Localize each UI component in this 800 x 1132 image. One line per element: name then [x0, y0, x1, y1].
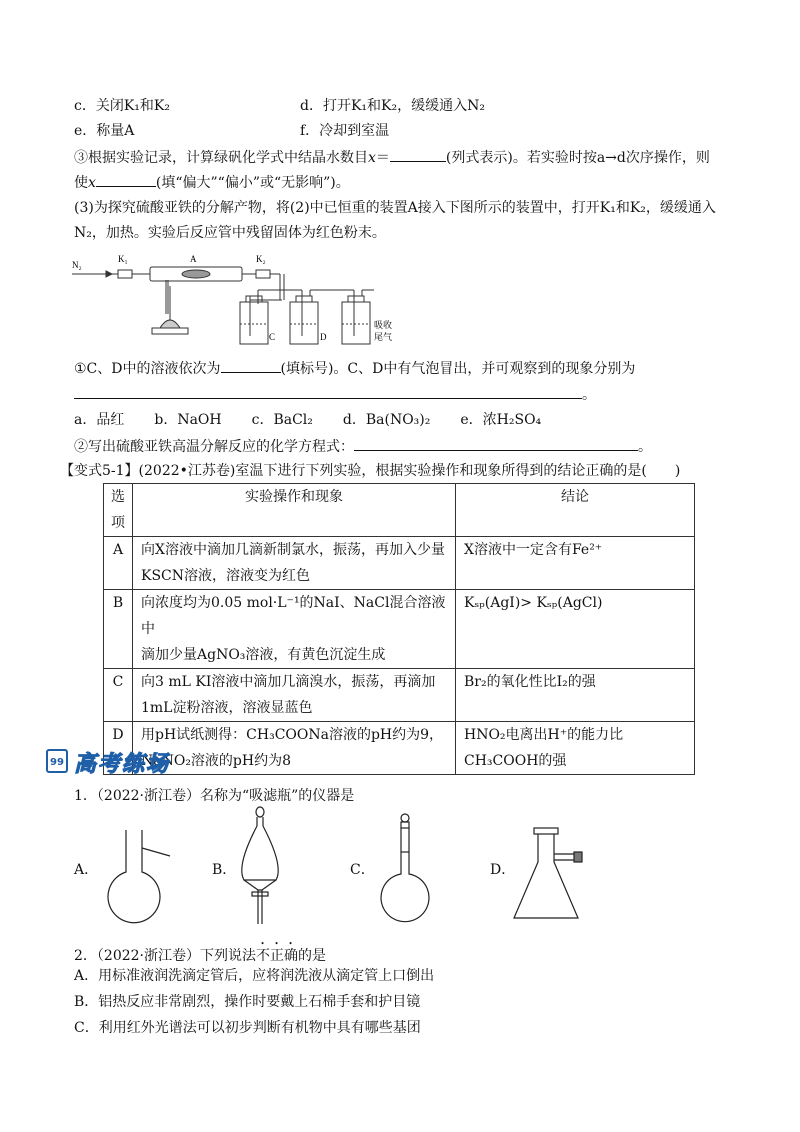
text: ＝ — [375, 150, 390, 166]
row-operation — [133, 590, 456, 669]
question-1: 1．（2022·浙江卷）名称为“吸滤瓶”的仪器是 — [74, 788, 355, 804]
var-x: x — [88, 175, 96, 191]
text: 的是 — [298, 948, 326, 964]
option-f: f．冷却到室温 — [300, 123, 390, 139]
row-conclusion — [456, 537, 695, 590]
icon-text: 99 — [50, 757, 64, 768]
option-c: c．关闭K₁和K₂ — [74, 98, 170, 114]
q1-option-d: D． — [490, 862, 516, 878]
q2-option-c: C．利用红外光谱法可以初步判断有机物中具有哪些基团 — [74, 1020, 421, 1036]
question-crystal-water-2 — [74, 172, 350, 193]
text: NaNO₂溶液的pH约为8 — [141, 753, 292, 769]
var-x: x — [368, 150, 376, 166]
q2-option-a: A．用标准液润洗滴定管后，应将润洗液从滴定管上口倒出 — [74, 968, 435, 984]
text: HNO₂电离出H⁺的能力比 — [464, 727, 624, 743]
reagent-a: a．品红 — [74, 412, 125, 428]
table-row — [104, 669, 695, 722]
reagent-d: d．Ba(NO₃)₂ — [342, 412, 431, 428]
text: KSCN溶液，溶液变为红色 — [141, 568, 311, 584]
valve-k1 — [118, 270, 132, 278]
valve-k2 — [256, 270, 270, 278]
separatory-funnel-icon — [230, 806, 290, 928]
row-option: B — [104, 590, 133, 669]
text: Br₂的氧化性比I₂的强 — [464, 674, 596, 690]
q2-option-b: B．铝热反应非常剧烈，操作时要戴上石棉手套和护目镜 — [74, 994, 421, 1010]
question-cd — [74, 358, 635, 379]
label-a: A — [190, 254, 197, 264]
answer-blank[interactable] — [390, 147, 446, 162]
calendar-icon — [46, 749, 68, 773]
text: ①C、D中的溶液依次为 — [74, 361, 221, 377]
header-operation: 实验操作和现象 — [133, 484, 456, 537]
table-row — [104, 590, 695, 669]
row-conclusion — [456, 722, 695, 775]
text: X溶液中一定含有Fe²⁺ — [464, 542, 603, 558]
header-conclusion: 结论 — [456, 484, 695, 537]
text: 。 — [582, 387, 596, 403]
question-equation — [74, 436, 652, 457]
text: 2．（2022·浙江卷）下列说法 — [74, 948, 256, 964]
option-d: d．打开K₁和K₂，缓缓通入N₂ — [300, 98, 485, 114]
option-e: e．称量A — [74, 123, 135, 139]
emphasis-text: 不正确 — [256, 948, 298, 964]
text: 用pH试纸测得：CH₃COONa溶液的pH约为9， — [141, 727, 444, 743]
reagent-e: e．浓H₂SO₄ — [460, 412, 542, 428]
text: 。 — [638, 439, 652, 455]
label-absorb: 吸收 — [374, 320, 393, 330]
question-3-line1: (3)为探究硫酸亚铁的分解产物，将(2)中已恒重的装置A接入下图所示的装置中，打开K₁和K₂，缓缓通入 — [74, 200, 716, 216]
text: 1mL淀粉溶液，溶液显蓝色 — [141, 700, 313, 716]
answer-blank[interactable] — [354, 436, 638, 451]
label-k1: K₁ — [118, 254, 128, 264]
row-option: A — [104, 537, 133, 590]
text: (列式表示)。若实验时按a→d次序操作，则 — [445, 150, 710, 166]
text: Kₛₚ(AgI)> Kₛₚ(AgCl) — [464, 595, 603, 611]
label-n2: N₂ — [72, 260, 82, 270]
q1-option-a: A． — [74, 862, 99, 878]
question-cd-blank-line — [74, 384, 596, 405]
question-2 — [74, 940, 326, 966]
text: 滴加少量AgNO₃溶液，有黄色沉淀生成 — [141, 647, 386, 663]
text: 选 — [111, 489, 125, 505]
text: (填标号)。C、D中有气泡冒出，并可观察到的现象分别为 — [280, 361, 636, 377]
suction-flask-icon — [506, 826, 596, 926]
variant-title: 【变式5-1】(2022•江苏卷)室温下进行下列实验，根据实验操作和现象所得到的结论正确的是( ) — [60, 463, 681, 479]
volumetric-flask-icon — [370, 812, 440, 928]
text: 向3 mL KI溶液中滴加几滴溴水，振荡，再滴加 — [141, 674, 436, 690]
text: (填“偏大”“偏小”或“无影响”)。 — [155, 175, 350, 191]
answer-blank[interactable] — [221, 358, 281, 373]
text: ②写出硫酸亚铁高温分解反应的化学方程式： — [74, 439, 354, 455]
row-operation — [133, 722, 456, 775]
answer-blank[interactable] — [74, 384, 582, 399]
reagent-b: b．NaOH — [154, 412, 222, 428]
text: 项 — [111, 515, 125, 531]
question-crystal-water — [74, 147, 710, 168]
text: ③根据实验记录，计算绿矾化学式中结晶水数目 — [74, 150, 368, 166]
row-conclusion — [456, 669, 695, 722]
row-option: D — [104, 722, 133, 775]
row-option: C — [104, 669, 133, 722]
text: 向浓度均为0.05 mol·L⁻¹的NaI、NaCl混合溶液中 — [141, 595, 446, 637]
question-3-line2: N₂，加热。实验后反应管中残留固体为红色粉末。 — [74, 225, 386, 241]
reagent-options — [74, 410, 571, 430]
section-title: 高考练场 — [74, 752, 171, 777]
label-c: C — [269, 332, 276, 342]
answer-blank[interactable] — [96, 172, 156, 187]
distilling-flask-icon — [98, 828, 178, 928]
label-d: D — [320, 332, 327, 342]
table-header — [104, 484, 695, 537]
header-option — [104, 484, 133, 537]
table-row — [104, 722, 695, 775]
reagent-c: c．BaCl₂ — [251, 412, 313, 428]
label-k2: K₂ — [256, 254, 266, 264]
row-operation — [133, 669, 456, 722]
row-operation — [133, 537, 456, 590]
experiment-table — [103, 483, 695, 775]
q1-option-c: C． — [350, 862, 375, 878]
q1-option-b: B． — [212, 862, 237, 878]
label-tail-gas: 尾气 — [374, 332, 393, 342]
text: 使 — [74, 175, 88, 191]
text: 向X溶液中滴加几滴新制氯水，振荡，再加入少量 — [141, 542, 445, 558]
text: CH₃COOH的强 — [464, 753, 567, 769]
apparatus-diagram — [70, 250, 420, 350]
row-conclusion — [456, 590, 695, 669]
table-row — [104, 537, 695, 590]
